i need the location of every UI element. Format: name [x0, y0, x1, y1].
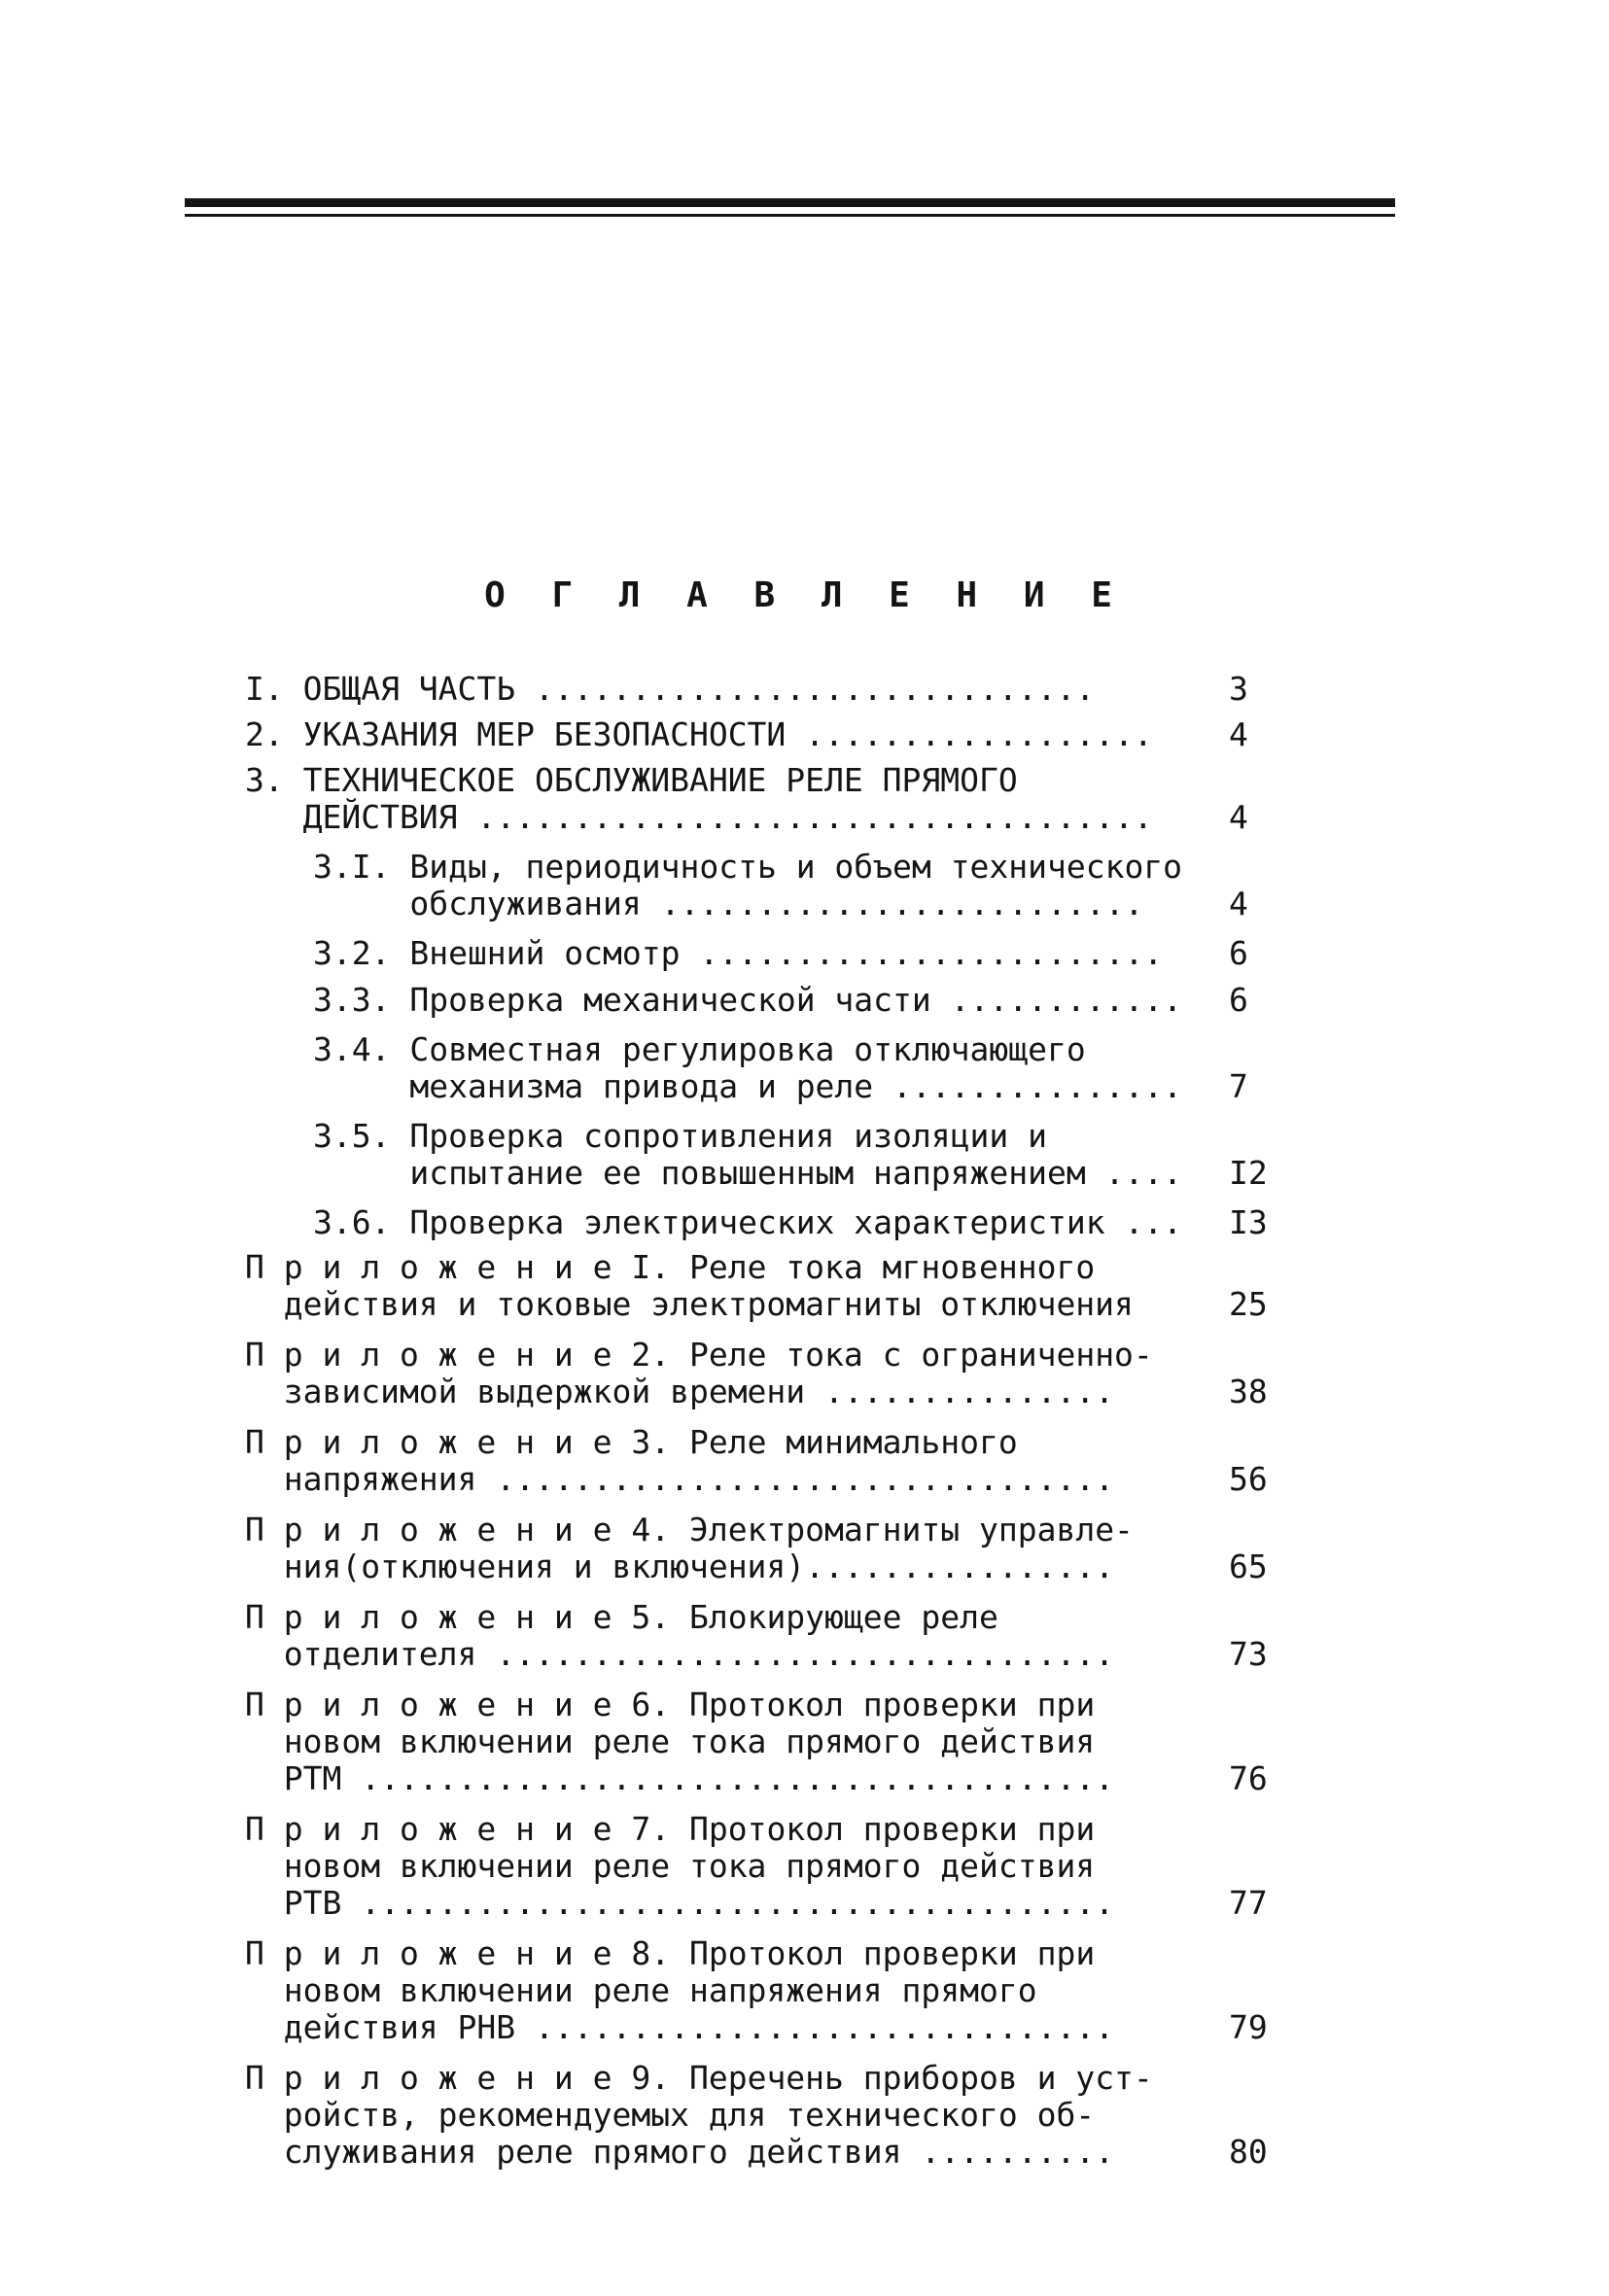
toc-entry-text [245, 2060, 1213, 2171]
toc-entry-line: напряжения ................................ [245, 1460, 1115, 1498]
toc-page-number: 4 [1229, 885, 1248, 922]
toc-entry-line [245, 1687, 1213, 1723]
toc-entry-line [245, 1424, 1213, 1461]
toc-entry-text [245, 716, 1213, 753]
toc-entry-text [245, 1424, 1213, 1498]
toc-entry-line: РТВ ....................................... [245, 1884, 1115, 1922]
appendix-label: П р и л о ж е н и е [245, 1336, 612, 1374]
toc-entry [245, 1811, 1283, 1922]
appendix-label: П р и л о ж е н и е [245, 1423, 612, 1461]
toc-entry-line: отделителя ................................ [245, 1635, 1115, 1673]
toc-entry-line: испытание ее повышенным напряжением .... [313, 1154, 1183, 1192]
toc-page-number: 25 [1229, 1285, 1268, 1323]
toc-page-number: 6 [1229, 981, 1248, 1019]
toc-entry [245, 1935, 1283, 2046]
toc-page-number: 4 [1229, 715, 1248, 753]
header-rule-thick [185, 198, 1395, 207]
toc-page-number: I2 [1229, 1154, 1268, 1192]
appendix-title: 9. Перечень приборов и уст- [612, 2059, 1153, 2097]
toc-entry-line: действия РНВ .............................. [245, 2008, 1115, 2046]
toc-page-number: 80 [1229, 2133, 1268, 2171]
appendix-title: 5. Блокирующее реле [612, 1598, 998, 1636]
toc-entry-line [245, 1512, 1213, 1548]
appendix-title: 8. Протокол проверки при [612, 1934, 1096, 1972]
toc-entry [245, 1337, 1283, 1410]
toc-entry [245, 2060, 1283, 2171]
toc-page-number: 65 [1229, 1548, 1268, 1585]
toc-entry-text [245, 935, 1213, 972]
toc-page-number: 79 [1229, 2008, 1268, 2046]
appendix-label: П р и л о ж е н и е [245, 1934, 612, 1972]
toc-entry [245, 1249, 1283, 1323]
toc-page-number: 38 [1229, 1373, 1268, 1410]
toc-entry-line: обслуживания ......................... [313, 885, 1144, 922]
toc-entry-line [245, 1249, 1213, 1286]
toc-page-number: 3 [1229, 670, 1248, 708]
toc-entry-line: новом включении реле тока прямого действия [245, 1722, 1096, 1760]
toc-entry [245, 1512, 1283, 1585]
toc-entry-line: механизма привода и реле ............... [313, 1067, 1183, 1105]
toc-entry-text [245, 762, 1213, 836]
toc-entry-text [245, 849, 1213, 922]
toc-entry [245, 671, 1283, 708]
appendix-label: П р и л о ж е н и е [245, 1598, 612, 1636]
toc-page-number: I3 [1229, 1203, 1268, 1241]
toc-entry-line: ДЕЙСТВИЯ ................................... [245, 798, 1153, 836]
toc-entry-line [245, 2060, 1213, 2097]
toc-entry-line: новом включении реле напряжения прямого [245, 1971, 1037, 2009]
toc-entry-line [245, 1599, 1213, 1636]
toc-entry [245, 1031, 1283, 1105]
toc-entry-line: ния(отключения и включения)................ [245, 1548, 1115, 1585]
toc-entry-line: 3.2. Внешний осмотр ........................ [313, 934, 1164, 972]
toc-entry [245, 762, 1283, 836]
appendix-label: П р и л о ж е н и е [245, 1511, 612, 1548]
toc-entry [245, 1204, 1283, 1241]
toc-entry-text [245, 1118, 1213, 1192]
toc-page-number: 7 [1229, 1067, 1248, 1105]
toc-entry-line [245, 1811, 1213, 1848]
appendix-label: П р и л о ж е н и е [245, 1248, 612, 1286]
toc-page-number: 56 [1229, 1460, 1268, 1498]
toc-entry-line [245, 1337, 1213, 1374]
toc-entry-line: 3.3. Проверка механической части ............ [313, 981, 1183, 1019]
appendix-title: 6. Протокол проверки при [612, 1686, 1096, 1723]
table-of-contents [245, 671, 1283, 2171]
toc-entry-text [245, 1337, 1213, 1410]
toc-entry-line: I. ОБЩАЯ ЧАСТЬ ............................. [245, 670, 1096, 708]
appendix-title: 4. Электромагниты управле- [612, 1511, 1134, 1548]
toc-entry-text [245, 1512, 1213, 1585]
toc-entry-line: 3.5. Проверка сопротивления изоляции и [313, 1117, 1047, 1155]
toc-entry-line: 3.I. Виды, периодичность и объем технического [313, 848, 1183, 886]
toc-entry-text [245, 1031, 1213, 1105]
toc-entry-text [245, 671, 1213, 708]
toc-entry-line: 2. УКАЗАНИЯ МЕР БЕЗОПАСНОСТИ .................. [245, 715, 1153, 753]
toc-page-number: 4 [1229, 798, 1248, 836]
toc-entry-line: действия и токовые электромагниты отключения [245, 1285, 1134, 1323]
toc-entry-line: ройств, рекомендуемых для технического об- [245, 2096, 1096, 2134]
toc-entry [245, 982, 1283, 1019]
appendix-title: 2. Реле тока с ограниченно- [612, 1336, 1153, 1374]
appendix-label: П р и л о ж е н и е [245, 1810, 612, 1848]
toc-entry-text [245, 1249, 1213, 1323]
toc-page-number: 76 [1229, 1759, 1268, 1797]
toc-entry [245, 1599, 1283, 1673]
toc-entry [245, 935, 1283, 972]
appendix-label: П р и л о ж е н и е [245, 1686, 612, 1723]
toc-entry [245, 1687, 1283, 1797]
toc-page-number: 73 [1229, 1635, 1268, 1673]
appendix-title: I. Реле тока мгновенного [612, 1248, 1096, 1286]
toc-entry-line: новом включении реле тока прямого действия [245, 1847, 1096, 1885]
toc-page-number: 6 [1229, 934, 1248, 972]
toc-entry [245, 716, 1283, 753]
appendix-title: 3. Реле минимального [612, 1423, 1018, 1461]
toc-entry [245, 1424, 1283, 1498]
toc-entry [245, 1118, 1283, 1192]
toc-entry-text [245, 1811, 1213, 1922]
toc-entry-text [245, 1599, 1213, 1673]
toc-entry-line: 3.4. Совместная регулировка отключающего [313, 1030, 1086, 1068]
toc-entry-line: 3.6. Проверка электрических характеристик ... [313, 1203, 1183, 1241]
appendix-label: П р и л о ж е н и е [245, 2059, 612, 2097]
appendix-title: 7. Протокол проверки при [612, 1810, 1096, 1848]
toc-entry-line: 3. ТЕХНИЧЕСКОЕ ОБСЛУЖИВАНИЕ РЕЛЕ ПРЯМОГО [245, 761, 1018, 799]
toc-entry [245, 849, 1283, 922]
toc-page-number: 77 [1229, 1884, 1268, 1922]
toc-entry-text [245, 982, 1213, 1019]
page-title: О Г Л А В Л Е Н И Е [484, 575, 1125, 615]
header-rule-thin [185, 214, 1395, 217]
toc-entry-text [245, 1935, 1213, 2046]
toc-entry-line: служивания реле прямого действия .......... [245, 2133, 1115, 2171]
toc-entry-line [245, 1935, 1213, 1972]
toc-entry-line: зависимой выдержкой времени ............... [245, 1373, 1115, 1410]
toc-entry-text [245, 1687, 1213, 1797]
toc-entry-line: РТМ ....................................... [245, 1759, 1115, 1797]
toc-entry-text [245, 1204, 1213, 1241]
